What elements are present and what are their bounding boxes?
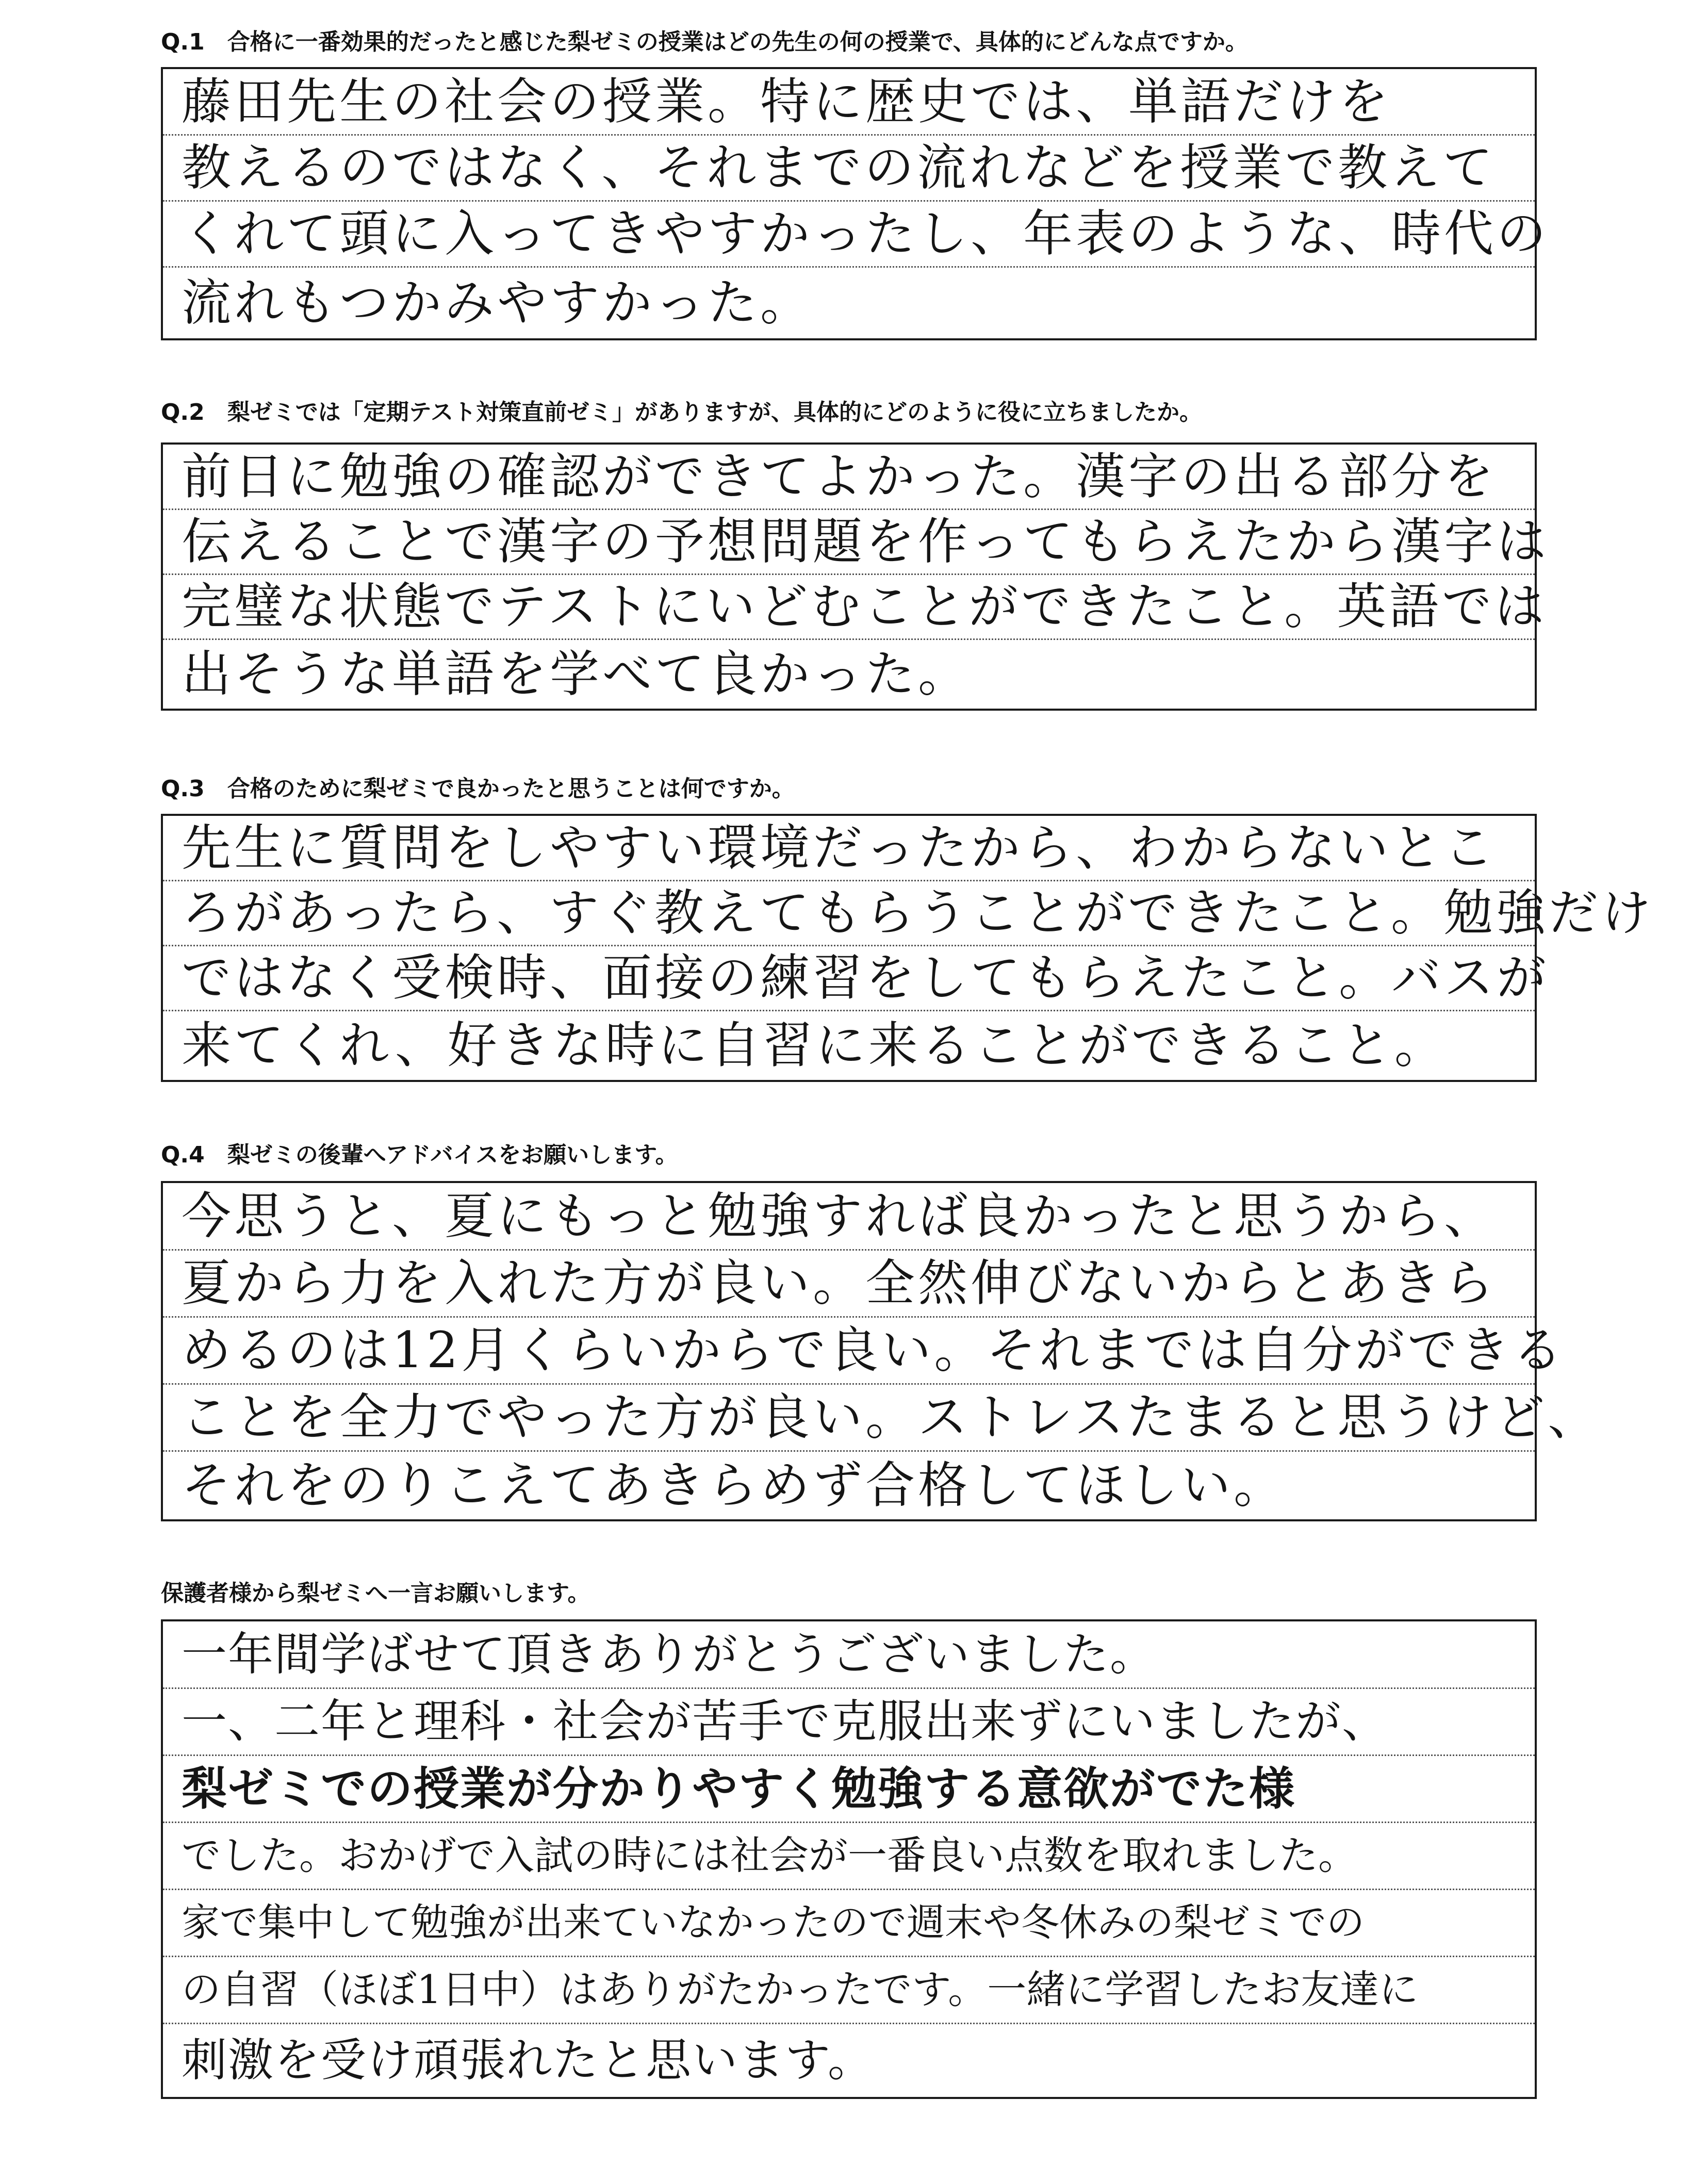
- question-4: Q.4 梨ゼミの後輩へアドバイスをお願いします。: [161, 1142, 678, 1168]
- handwritten-text: 刺激を受け頑張れたと思います。: [182, 2033, 874, 2087]
- answer-line: [163, 201, 1549, 268]
- handwritten-text: の自習（ほぼ1日中）はありがたかったです。一緒に学習したお友達に: [182, 1966, 1419, 2012]
- answer-line: [163, 1756, 1535, 1823]
- answer-line: [163, 1183, 1535, 1251]
- handwritten-text: 一年間学ばせて頂きありがとうございました。: [182, 1628, 1157, 1681]
- answer-line: [163, 575, 1548, 640]
- answer-line: [163, 1317, 1566, 1385]
- handwritten-text: 先生に質問をしやすい環境だったから、わからないとこ: [182, 819, 1497, 877]
- answer-line: [163, 135, 1535, 202]
- handwritten-text: 一、二年と理科・社会が苦手で克服出来ずにいましたが、: [182, 1695, 1389, 1748]
- handwritten-text: ことを全力でやった方が良い。ストレスたまると思うけど、: [182, 1388, 1601, 1446]
- answer-box-2: [161, 442, 1549, 711]
- answer-box-4: [161, 1181, 1601, 1521]
- answer-line: [163, 1250, 1535, 1318]
- question-3: Q.3 合格のために梨ゼミで良かったと思うことは何ですか。: [161, 776, 795, 802]
- handwritten-text: 来てくれ、好きな時に自習に来ることができること。: [182, 1016, 1447, 1074]
- handwritten-text: 伝えることで漢字の予想問題を作ってもらえたから漢字は: [182, 513, 1549, 570]
- answer-line: [163, 1957, 1535, 2024]
- answer-line: [163, 2024, 1535, 2097]
- handwritten-text: 今思うと、夏にもっと勉強すれば良かったと思うから、: [182, 1187, 1497, 1245]
- answer-line: [163, 639, 1535, 709]
- handwritten-text: 藤田先生の社会の授業。特に歴史では、単語だけを: [182, 73, 1391, 130]
- handwritten-text: それをのりこえてあきらめず合格してほしい。: [182, 1456, 1286, 1514]
- handwritten-text: 教えるのではなく、それまでの流れなどを授業で教えて: [182, 139, 1496, 196]
- answer-line: [163, 1011, 1535, 1080]
- handwritten-text: 出そうな単語を学べて良かった。: [182, 645, 971, 703]
- answer-line: [163, 1384, 1601, 1452]
- answer-line: [163, 946, 1549, 1011]
- answer-line: [163, 816, 1535, 881]
- handwritten-text: 梨ゼミでの授業が分かりやすく勉強する意欲がでた様: [182, 1762, 1296, 1815]
- handwritten-text: ろがあったら、すぐ教えてもらうことができたこと。勉強だけ: [182, 884, 1654, 942]
- handwritten-text: めるのは12月くらいからで良い。それまでは自分ができる: [182, 1321, 1566, 1379]
- handwritten-text: 流れもつかみやすかった。: [182, 274, 813, 332]
- handwritten-text: 完璧な状態でテストにいどむことができたこと。英語では: [182, 578, 1548, 635]
- answer-line: [163, 1688, 1535, 1756]
- answer-line: [163, 1621, 1535, 1689]
- handwritten-text: 前日に勉強の確認ができてよかった。漢字の出る部分を: [182, 448, 1497, 505]
- answer-line: [163, 69, 1535, 136]
- answer-line: [163, 1823, 1535, 1890]
- handwritten-text: 家で集中して勉強が出来ていなかったので週末や冬休みの梨ゼミでの: [182, 1900, 1365, 1945]
- handwritten-text: くれて頭に入ってきやすかったし、年表のような、時代の: [182, 205, 1549, 263]
- question-1: Q.1 合格に一番効果的だったと感じた梨ゼミの授業はどの先生の何の授業で、具体的にどんな点ですか。: [161, 29, 1248, 55]
- answer-line: [163, 1451, 1535, 1519]
- answer-line: [163, 510, 1549, 575]
- parent-question: 保護者様から梨ゼミへ一言お願いします。: [161, 1580, 590, 1606]
- answer-box-parent: [161, 1619, 1537, 2099]
- answer-line: [163, 881, 1654, 946]
- answer-line: [163, 1890, 1535, 1957]
- handwritten-text: でした。おかげで入試の時には社会が一番良い点数を取れました。: [182, 1832, 1357, 1878]
- answer-box-3: [161, 814, 1654, 1082]
- answer-line: [163, 267, 1535, 338]
- answer-box-1: [161, 67, 1549, 340]
- handwritten-text: ではなく受検時、面接の練習をしてもらえたこと。バスが: [182, 949, 1549, 1007]
- answer-line: [163, 445, 1535, 510]
- question-2: Q.2 梨ゼミでは「定期テスト対策直前ゼミ」がありますが、具体的にどのように役に立ちましたか。: [161, 399, 1202, 425]
- handwritten-text: 夏から力を入れた方が良い。全然伸びないからとあきら: [182, 1254, 1497, 1312]
